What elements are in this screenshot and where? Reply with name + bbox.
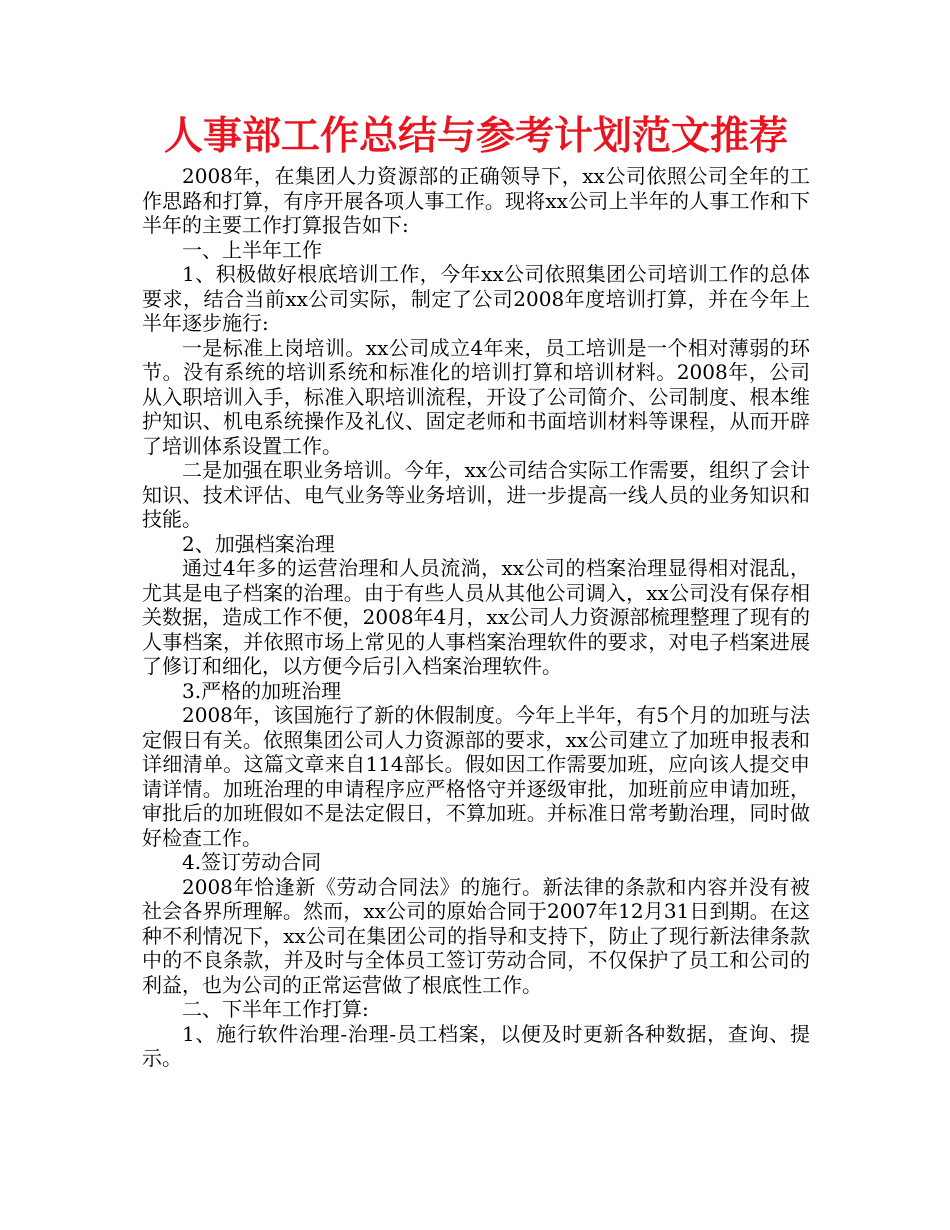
- document-page: [142, 112, 810, 1071]
- intro-paragraph: 2008年，在集团人力资源部的正确领导下，xx公司依照公司全年的工作思路和打算，有序开展各项人事工作。现将xx公司上半年的人事工作和下半年的主要工作打算报告如下:: [142, 164, 810, 237]
- section-heading-second-half: 二、下半年工作打算:: [182, 997, 369, 1021]
- archive-paragraph: 通过4年多的运营治理和人员流淌，xx公司的档案治理显得相对混乱，尤其是电子档案的治理。由于有些人员从其他公司调入，xx公司没有保存相关数据，造成工作不便，2008年4月，xx公司人力资源部梳理整理了现有的人事档案，并依照市场上常见的人事档案治理软件的要求，对电子档案进展了修订和细化，以方便今后引入档案治理软件。: [142, 556, 810, 678]
- job-training-paragraph: 二是加强在职业务培训。今年，xx公司结合实际工作需要，组织了会计知识、技术评估、电气业务等业务培训，进一步提高一线人员的业务知识和技能。: [142, 458, 810, 531]
- onboarding-training-paragraph: 一是标准上岗培训。xx公司成立4年来，员工培训是一个相对薄弱的环节。没有系统的培训系统和标准化的培训打算和培训材料。2008年，公司从入职培训入手，标准入职培训流程，开设了公司简介、公司制度、根本维护知识、机电系统操作及礼仪、固定老师和书面培训材料等课程，从而开辟了培训体系设置工作。: [142, 335, 810, 458]
- overtime-paragraph: 2008年，该国施行了新的休假制度。今年上半年，有5个月的加班与法定假日有关。依照集团公司人力资源部的要求，xx公司建立了加班申报表和详细清单。这篇文章来自114部长。假如因工作需要加班，应向该人提交申请详情。加班治理的申请程序应严格恪守并逐级审批，加班前应申请加班，审批后的加班假如不是法定假日，不算加班。并标准日常考勤治理，同时做好检查工作。: [142, 703, 810, 850]
- training-item-paragraph: 1、积极做好根底培训工作，今年xx公司依照集团公司培训工作的总体要求，结合当前xx公司实际，制定了公司2008年度培训打算，并在今年上半年逐步施行:: [142, 262, 810, 335]
- contract-paragraph: 2008年恰逢新《劳动合同法》的施行。新法律的条款和内容并没有被社会各界所理解。然而，xx公司的原始合同于2007年12月31日到期。在这种不利情况下，xx公司在集团公司的指导和支持下，防止了现行新法律条款中的不良条款，并及时与全体员工签订劳动合同，不仅保护了员工和公司的利益，也为公司的正常运营做了根底性工作。: [142, 874, 810, 997]
- contract-heading: 4.签订劳动合同: [182, 850, 322, 874]
- plan-item-paragraph: 1、施行软件治理-治理-员工档案，以便及时更新各种数据，查询、提示。: [142, 1021, 810, 1070]
- document-body: [142, 164, 810, 1071]
- archive-heading: 2、加强档案治理: [182, 531, 335, 556]
- section-heading-first-half: 一、上半年工作: [182, 237, 322, 262]
- document-title: 人事部工作总结与参考计划范文推荐: [163, 114, 788, 159]
- overtime-heading: 3.严格的加班治理: [182, 678, 342, 703]
